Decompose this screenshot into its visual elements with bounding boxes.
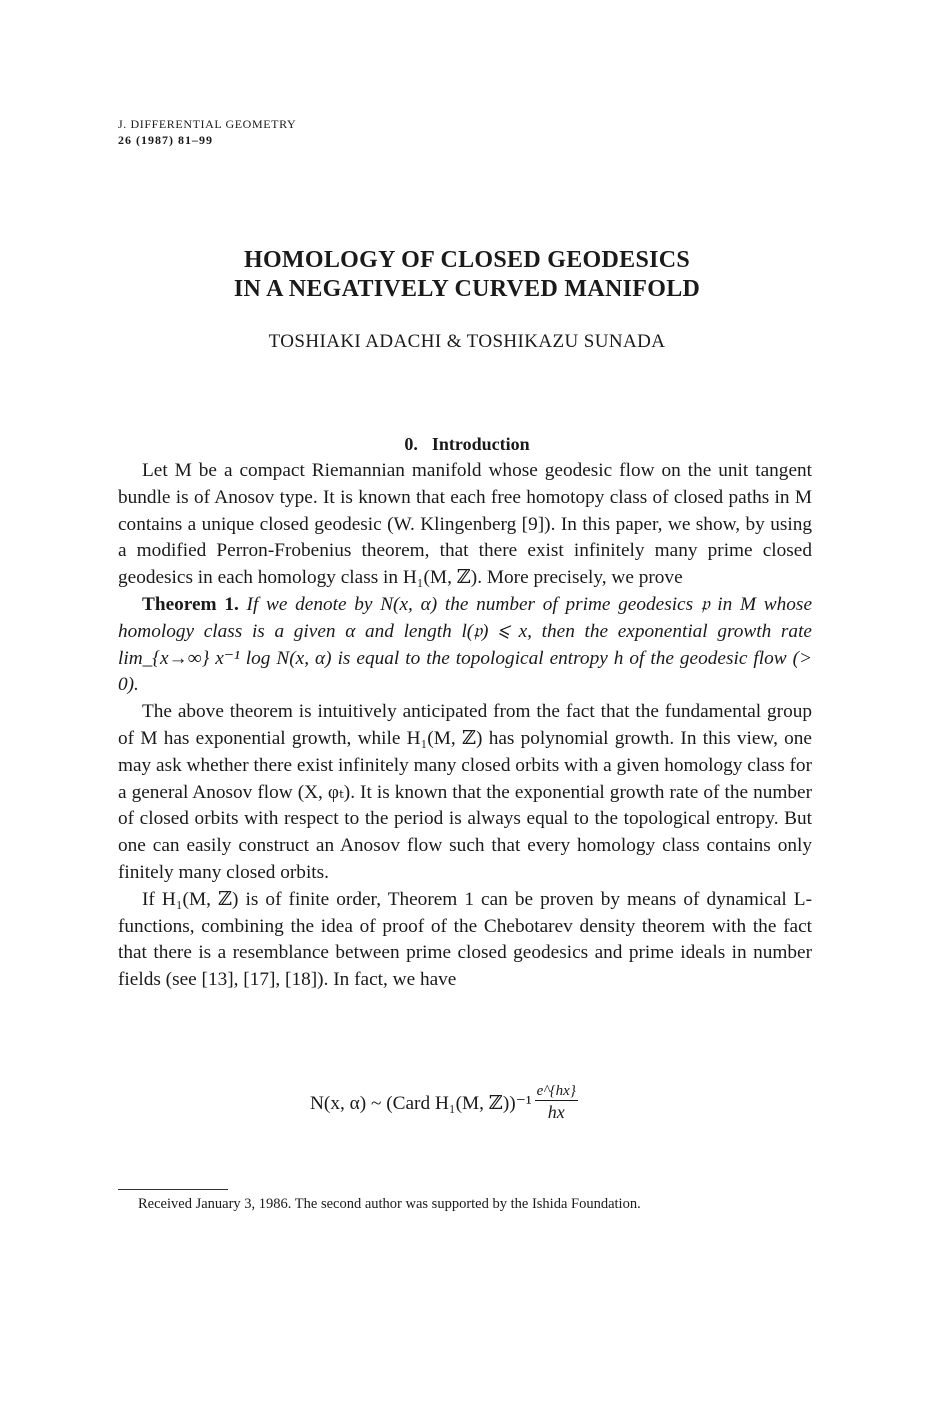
asymptotic-formula — [310, 1082, 578, 1123]
paragraph-finite-order: If H₁(M, ℤ) is of finite order, Theorem 1 can be proven by means of dynamical L-functions, combining the idea of proof of the Chebotarev density theorem with the fact that there is a resemblance between prime closed geodesics and prime ideals in number fields (see [13], [17], [18]). In fact, we have — [118, 888, 812, 991]
formula-fraction — [535, 1082, 578, 1123]
paragraph-motivation: The above theorem is intuitively anticipated from the fact that the fundamental group of M has exponential growth, while H₁(M, ℤ) has polynomial growth. In this view, one may ask whether there exist infinitely many closed orbits with a given homology class for a general Anosov flow (X, φₜ). It is known that the exponential growth rate of the number of closed orbits with respect to the period is always equal to the topological entropy. But one can easily construct an Anosov flow such that every homology class contains only finitely many closed orbits. — [118, 701, 812, 883]
paper-title — [0, 246, 934, 304]
theorem-statement: If we denote by N(x, α) the number of prime geodesics 𝔭 in M whose homology class is a given α and length l(𝔭) ⩽ x, then the exponential growth rate lim_{x→∞} x⁻¹ log N(x, α) is equal to the topological entropy h of the geodesic flow (> 0). — [118, 593, 812, 696]
journal-header — [118, 116, 296, 148]
theorem-label: Theorem 1. — [142, 593, 239, 615]
journal-name: J. DIFFERENTIAL GEOMETRY — [118, 117, 297, 131]
formula-denominator: hx — [547, 1102, 565, 1122]
footnote-divider — [118, 1189, 228, 1190]
title-line-2: IN A NEGATIVELY CURVED MANIFOLD — [233, 276, 701, 302]
formula-lhs: N(x, α) ~ (Card H₁(M, ℤ))⁻¹ — [310, 1092, 532, 1114]
theorem — [118, 592, 812, 699]
paragraph-intro: Let M be a compact Riemannian manifold whose geodesic flow on the unit tangent bundle is of Anosov type. It is known that each free homotopy class of closed paths in M contains a unique closed geodesic (W. Klingenberg [9]). In this paper, we show, by using a modified Perron-Frobenius theorem, that there exist infinitely many prime closed geodesics in each homology class in H₁(M, ℤ). More precisely, we prove — [118, 460, 812, 589]
section-title: Introduction — [431, 434, 530, 454]
section-number: 0. — [404, 434, 418, 454]
body-text — [118, 458, 812, 994]
title-line-1: HOMOLOGY OF CLOSED GEODESICS — [243, 247, 691, 273]
footnote: Received January 3, 1986. The second author was supported by the Ishida Foundation. — [138, 1196, 641, 1212]
section-heading — [0, 434, 934, 455]
formula-numerator: e^{hx} — [536, 1083, 576, 1099]
authors: TOSHIAKI ADACHI & TOSHIKAZU SUNADA — [268, 331, 666, 352]
journal-volume: 26 (1987) 81–99 — [118, 133, 213, 147]
